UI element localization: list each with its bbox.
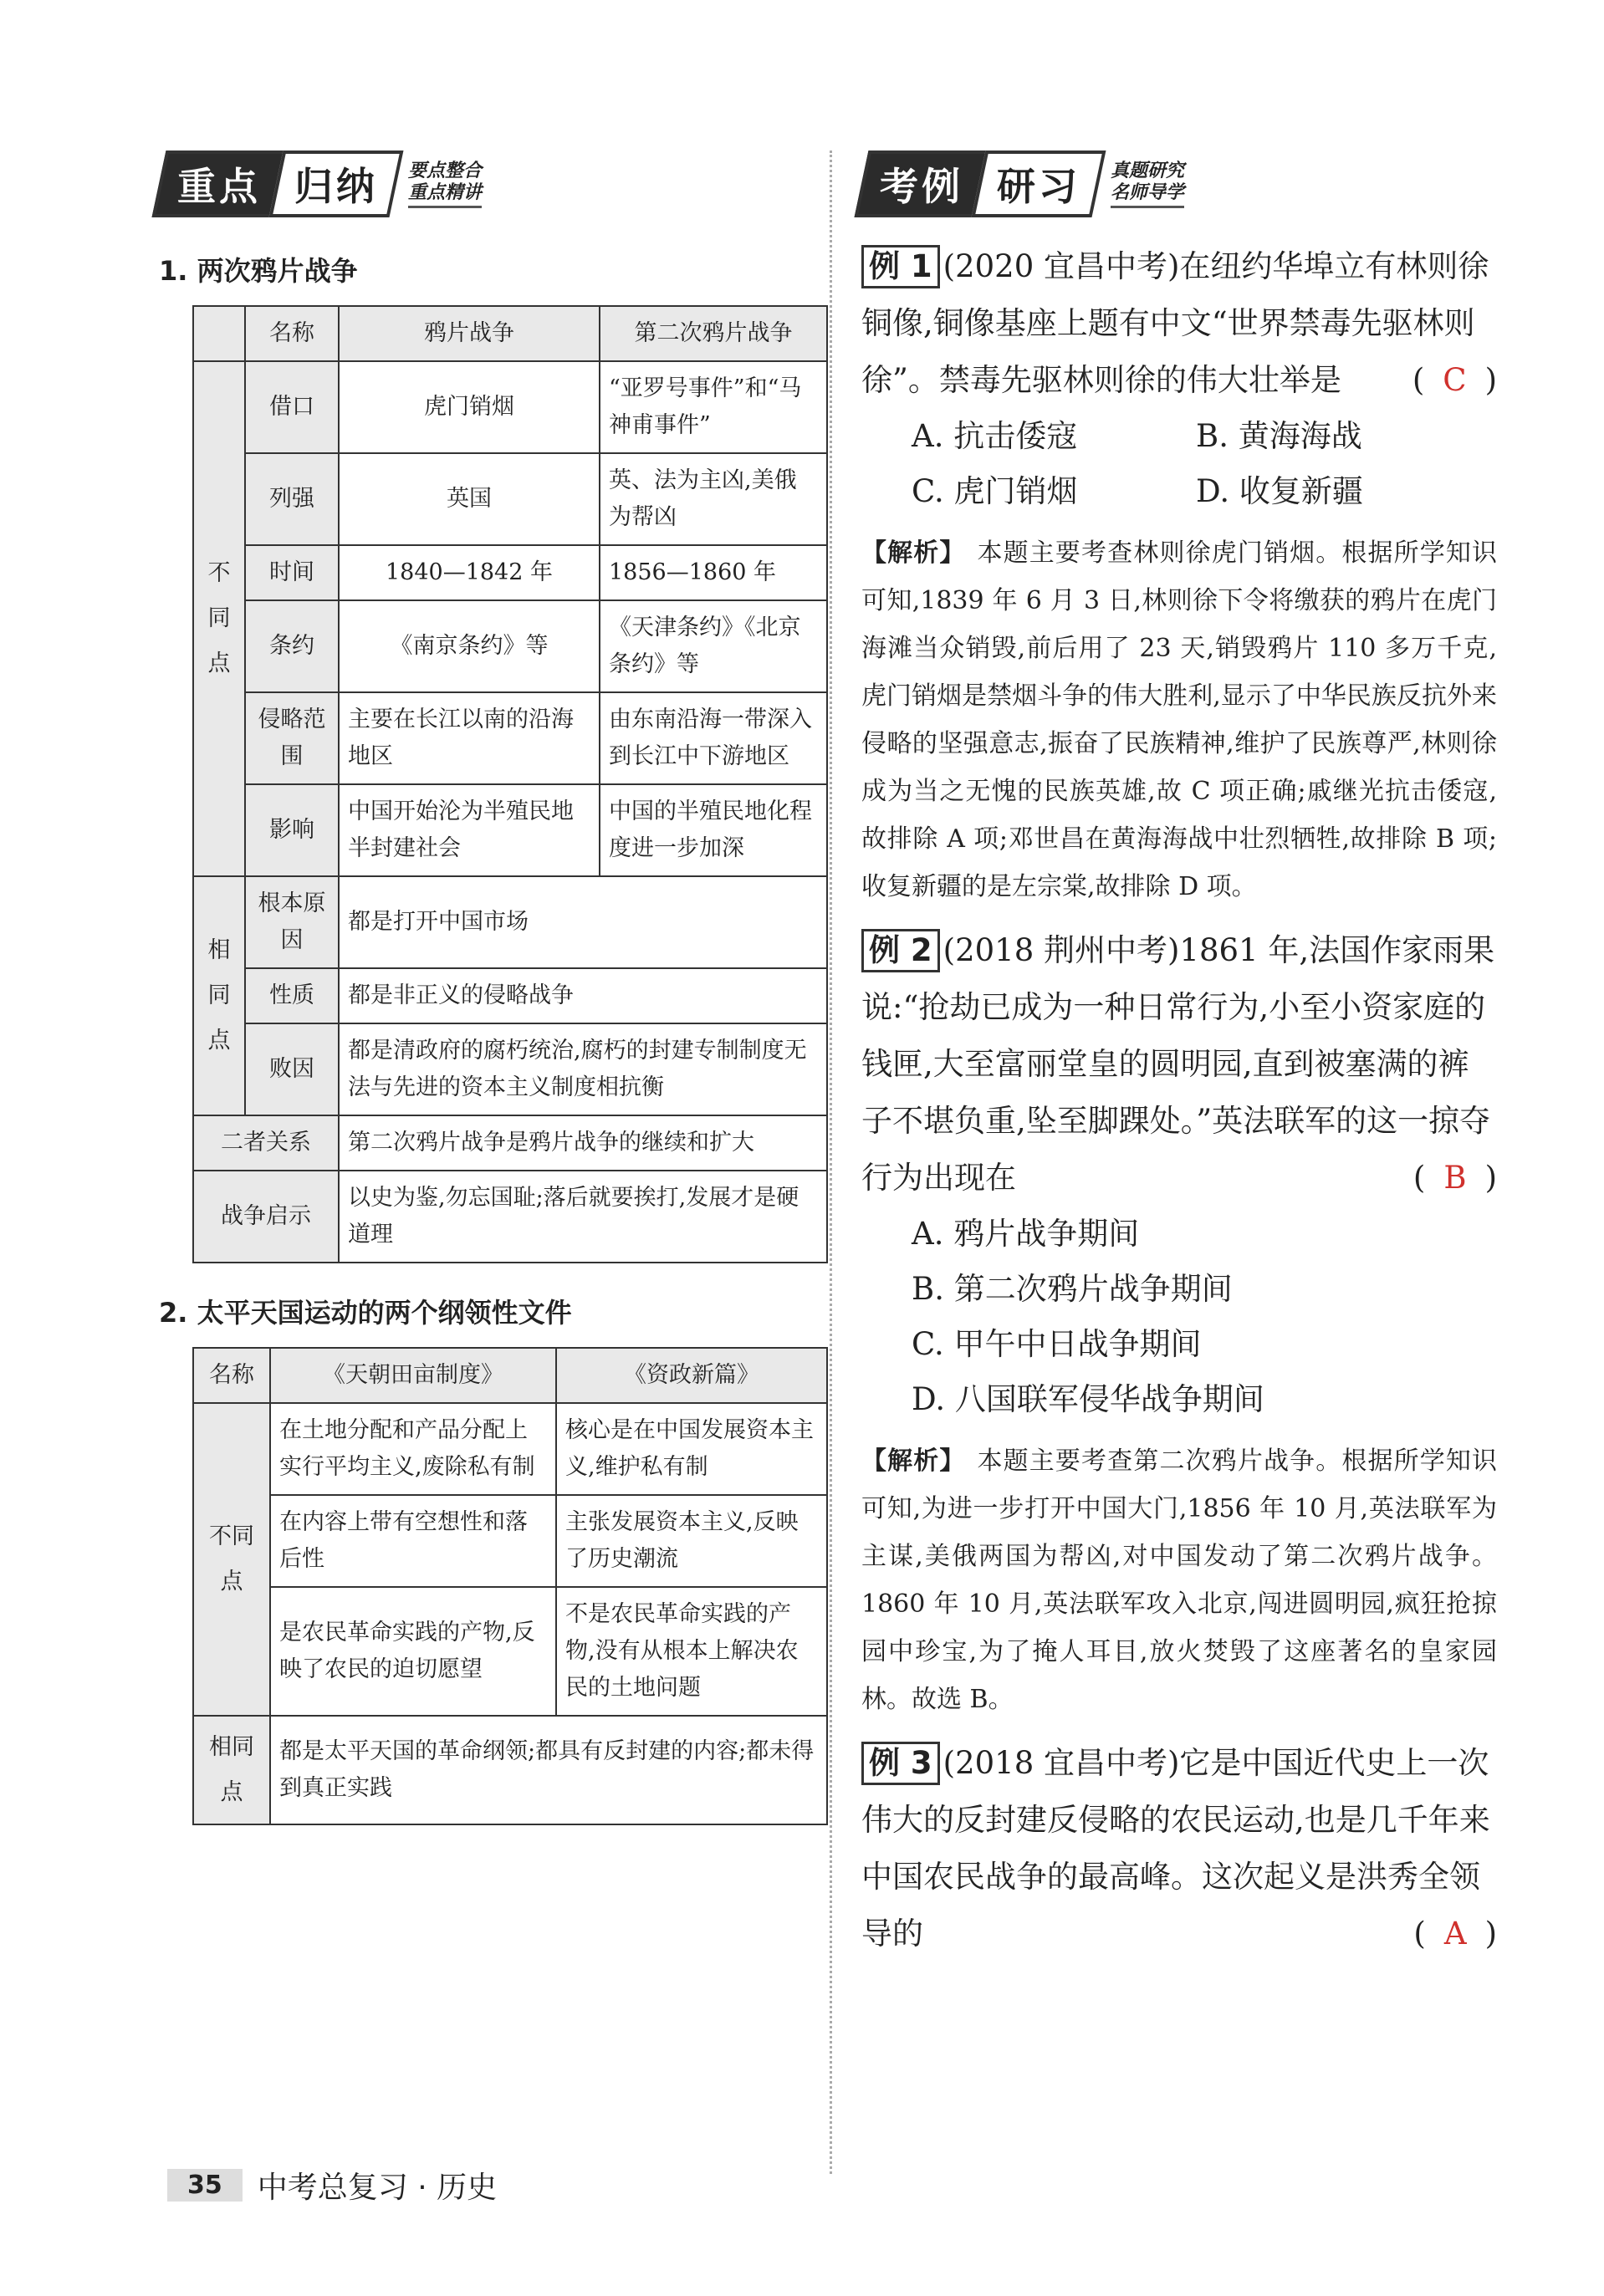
banner-part1: 重点 bbox=[177, 164, 261, 209]
example-tag: 例 3 bbox=[861, 1742, 940, 1785]
analysis: 【解析】 本题主要考查林则徐虎门销烟。根据所学知识可知,1839 年 6 月 3 日,林则徐下令将缴获的鸦片在虎门海滩当众销毁,前后用了 23 天,销毁鸦片 110 多万千克,虎门销烟是禁烟斗争的伟大胜利,显示了中华民族反抗外来侵略的坚强意志,振奋了民族精神,维护了民族尊严,林则徐成为当之无愧的民族英雄,故 C 项正确;戚继光抗击倭寇,故排除 A 项;邓世昌在黄海海战中壮烈牺牲,故排除 B 项;收复新疆的是左宗棠,故排除 D 项。 bbox=[861, 538, 1498, 901]
question-stem: 例 2 (2018 荆州中考)1861 年,法国作家雨果说:“抢劫已成为一种日常行为,小至小资家庭的钱匣,大至富丽堂皇的圆明园,直到被塞满的裤子不堪负重,坠至脚踝处。”英法联军的这一掠夺行为出现在 ( B ) bbox=[861, 922, 1497, 1207]
section-banner-exam-examples bbox=[861, 146, 1497, 222]
group-label-diff: 不同点 bbox=[193, 361, 245, 876]
example-tag: 例 1 bbox=[861, 245, 940, 288]
banner-part2: 归纳 bbox=[294, 164, 378, 209]
right-column bbox=[861, 146, 1497, 1962]
left-column bbox=[159, 146, 815, 1825]
page-number: 35 bbox=[167, 2169, 243, 2202]
table-row: 相同点 都是太平天国的革命纲领;都具有反封建的内容;都未得到真正实践 bbox=[193, 1716, 827, 1824]
table-row: 侵略范围 主要在长江以南的沿海地区 由东南沿海一带深入到长江中下游地区 bbox=[193, 692, 827, 784]
table-row: 影响 中国开始沦为半殖民地半封建社会 中国的半殖民地化程度进一步加深 bbox=[193, 784, 827, 876]
column-divider bbox=[830, 151, 832, 2174]
table-row: 相同点 根本原因 都是打开中国市场 bbox=[193, 876, 827, 968]
section-title-taiping-docs: 2. 太平天国运动的两个纲领性文件 bbox=[159, 1297, 572, 1329]
table-row: 时间 1840—1842 年 1856—1860 年 bbox=[193, 545, 827, 600]
answer-bracket: ( C ) bbox=[1412, 362, 1497, 398]
analysis-label: 【解析】 bbox=[861, 1446, 966, 1476]
answer-letter: B bbox=[1443, 1160, 1467, 1196]
option-b: B. 黄海海战 bbox=[1196, 418, 1362, 454]
answer-bracket: ( A ) bbox=[1413, 1916, 1497, 1952]
table-row: 二者关系 第二次鸦片战争是鸦片战争的继续和扩大 bbox=[193, 1115, 827, 1171]
question-stem: 例 3 (2018 宜昌中考)它是中国近代史上一次伟大的反封建反侵略的农民运动,也是几千年来中国农民战争的最高峰。这次起义是洪秀全领导的 ( A ) bbox=[861, 1735, 1497, 1962]
book-title: 中考总复习 · 历史 bbox=[257, 2171, 498, 2205]
opium-wars-table bbox=[192, 305, 828, 1263]
table-row: 在内容上带有空想性和落后性 主张发展资本主义,反映了历史潮流 bbox=[193, 1495, 827, 1587]
table-header-row: 名称 《天朝田亩制度》 《资政新篇》 bbox=[193, 1348, 827, 1403]
options bbox=[861, 409, 1497, 519]
table-header-row: 名称 鸦片战争 第二次鸦片战争 bbox=[193, 306, 827, 361]
group-label-diff: 不同点 bbox=[193, 1403, 270, 1716]
table-row: 不同点 借口 虎门销烟 “亚罗号事件”和“马神甫事件” bbox=[193, 361, 827, 453]
answer-letter: C bbox=[1443, 362, 1467, 398]
option-c: C. 虎门销烟 bbox=[912, 473, 1078, 509]
option-d: D. 收复新疆 bbox=[1196, 473, 1363, 509]
page-footer bbox=[167, 2164, 497, 2207]
table-row: 不同点 在土地分配和产品分配上实行平均主义,废除私有制 核心是在中国发展资本主义,维护私有制 bbox=[193, 1403, 827, 1495]
table-row: 是农民革命实践的产物,反映了农民的迫切愿望 不是农民革命实践的产物,没有从根本上解决农民的土地问题 bbox=[193, 1587, 827, 1716]
section-banner-key-points bbox=[159, 146, 811, 222]
group-label-same: 相同点 bbox=[193, 1716, 270, 1824]
banner-part2: 研习 bbox=[997, 164, 1080, 209]
analysis-label: 【解析】 bbox=[861, 538, 966, 568]
banner-subtitle: 真题研究 名师导学 bbox=[1111, 161, 1184, 208]
table-row: 战争启示 以史为鉴,勿忘国耻;落后就要挨打,发展才是硬道理 bbox=[193, 1171, 827, 1263]
table-row: 条约 《南京条约》等 《天津条约》《北京条约》等 bbox=[193, 600, 827, 692]
table-row: 败因 都是清政府的腐朽统治,腐朽的封建专制制度无法与先进的资本主义制度相抗衡 bbox=[193, 1023, 827, 1115]
analysis: 【解析】 本题主要考查第二次鸦片战争。根据所学知识可知,为进一步打开中国大门,1856 年 10 月,英法联军为主谋,美俄两国为帮凶,对中国发动了第二次鸦片战争。1860 年 10 月,英法联军攻入北京,闯进圆明园,疯狂抢掠园中珍宝,为了掩人耳目,放火焚毁了这座著名的皇家园林。故选 B。 bbox=[861, 1446, 1498, 1714]
option-a: A. 抗击倭寇 bbox=[912, 418, 1078, 454]
example-tag: 例 2 bbox=[861, 929, 940, 972]
question-stem: 例 1 (2020 宜昌中考)在纽约华埠立有林则徐铜像,铜像基座上题有中文“世界禁毒先驱林则徐”。禁毒先驱林则徐的伟大壮举是 ( C ) bbox=[861, 238, 1497, 409]
option-d: D. 八国联军侵华战争期间 bbox=[912, 1381, 1264, 1417]
section-title-opium-wars: 1. 两次鸦片战争 bbox=[159, 255, 358, 287]
option-a: A. 鸦片战争期间 bbox=[912, 1216, 1140, 1252]
example-3 bbox=[861, 1735, 1497, 1962]
example-2 bbox=[861, 922, 1497, 1723]
answer-bracket: ( B ) bbox=[1412, 1160, 1497, 1196]
table-row: 列强 英国 英、法为主凶,美俄为帮凶 bbox=[193, 453, 827, 545]
option-b: B. 第二次鸦片战争期间 bbox=[912, 1271, 1233, 1307]
taiping-documents-table bbox=[192, 1347, 828, 1825]
option-c: C. 甲午中日战争期间 bbox=[912, 1326, 1202, 1362]
group-label-same: 相同点 bbox=[193, 876, 245, 1115]
options bbox=[861, 1207, 1497, 1427]
banner-subtitle: 要点整合 重点精讲 bbox=[408, 161, 482, 208]
banner-part1: 考例 bbox=[880, 164, 963, 209]
example-1 bbox=[861, 238, 1497, 911]
answer-letter: A bbox=[1443, 1916, 1467, 1952]
table-row: 性质 都是非正义的侵略战争 bbox=[193, 968, 827, 1023]
